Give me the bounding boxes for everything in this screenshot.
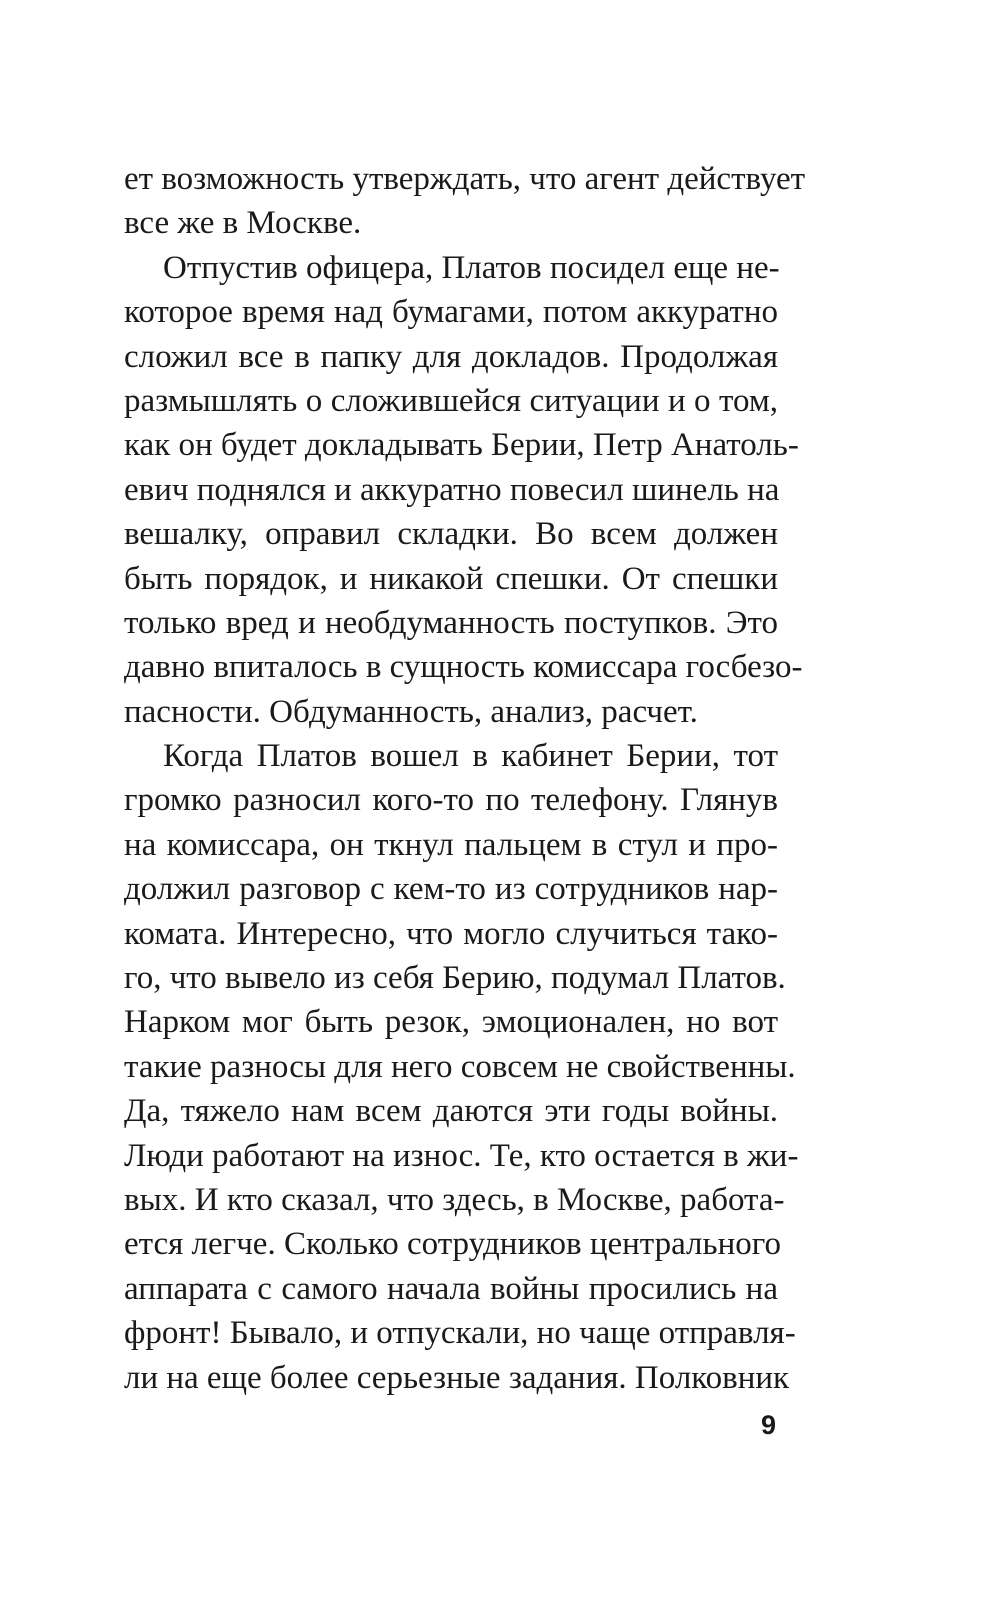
text-line: Нарком мог быть резок, эмоционален, но вот	[124, 1004, 778, 1041]
text-line: го, что вывело из себя Берию, подумал Платов.	[124, 960, 786, 997]
text-line: которое время над бумагами, потом аккуратно	[124, 294, 778, 331]
text-line: пасности. Обдуманность, анализ, расчет.	[124, 693, 698, 730]
text-line: ется легче. Сколько сотрудников центрального	[124, 1226, 781, 1263]
text-line: на комиссара, он ткнул пальцем в стул и про-	[124, 826, 778, 863]
text-line: Да, тяжело нам всем даются эти годы войны.	[124, 1093, 778, 1130]
body-text	[124, 157, 806, 1400]
text-line: ет возможность утверждать, что агент действует	[124, 161, 806, 197]
text-line: только вред и необдуманность поступков. Это	[124, 604, 778, 641]
text-line: громко разносил кого-то по телефону. Глянув	[124, 782, 778, 819]
text-line: все же в Москве.	[124, 205, 362, 242]
text-line: как он будет докладывать Берии, Петр Анатоль-	[124, 427, 799, 464]
text-line: вешалку, оправил складки. Во всем должен	[124, 516, 778, 553]
text-line: аппарата с самого начала войны просились на	[124, 1270, 778, 1307]
text-line: Люди работают на износ. Те, кто остается в жи-	[124, 1137, 799, 1174]
text-line: давно впиталось в сущность комиссара госбезо-	[124, 649, 803, 686]
text-line: евич поднялся и аккуратно повесил шинель на	[124, 471, 780, 508]
text-line: размышлять о сложившейся ситуации и о том,	[124, 382, 778, 419]
text-line: фронт! Бывало, и отпускали, но чаще отправля-	[124, 1315, 796, 1352]
text-line: быть порядок, и никакой спешки. От спешки	[124, 560, 778, 597]
text-line: Когда Платов вошел в кабинет Берии, тот	[163, 738, 778, 775]
text-line: должил разговор с кем-то из сотрудников нар-	[124, 871, 778, 908]
page-number: 9	[760, 1410, 776, 1440]
text-line: сложил все в папку для докладов. Продолжая	[124, 338, 778, 375]
text-line: вых. И кто сказал, что здесь, в Москве, работа-	[124, 1181, 785, 1218]
text-line: ли на еще более серьезные задания. Полковник	[124, 1359, 790, 1396]
text-line: такие разносы для него совсем не свойственны.	[124, 1048, 796, 1085]
text-line: комата. Интересно, что могло случиться тако-	[124, 915, 778, 952]
text-line: Отпустив офицера, Платов посидел еще не-	[163, 249, 780, 286]
